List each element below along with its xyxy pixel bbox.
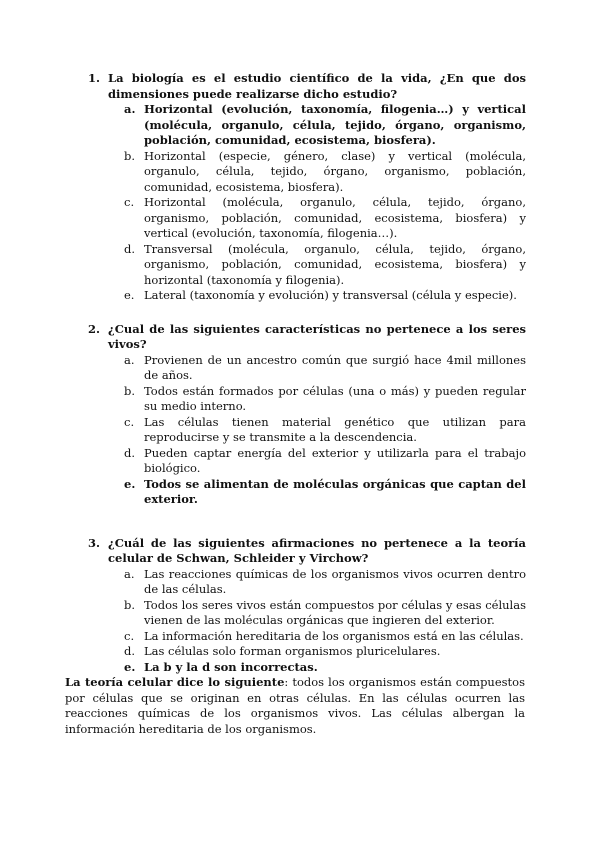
option-letter: e.: [124, 659, 136, 674]
question-number: 2.: [88, 321, 101, 336]
option-1d: [124, 242, 526, 289]
option-3c: [124, 629, 526, 645]
option-text: Horizontal (especie, género, clase) y vertical (molécula, organulo, célula, tejido, órgano, organismo, población, comunidad, ecosistema, biosfera).: [144, 148, 526, 194]
option-letter: d.: [124, 445, 136, 460]
option-text: Horizontal (molécula, organulo, célula, tejido, órgano, organismo, población, comunidad, ecosistema, biosfera) y vertical (evolución, taxonomía, filogenia…).: [144, 195, 526, 240]
option-2d: [124, 446, 526, 477]
option-text: Transversal (molécula, organulo, célula, tejido, órgano, organismo, población, comunidad, ecosistema, biosfera) y horizontal (taxonomía y filogenia).: [144, 241, 526, 287]
option-3e: [124, 660, 526, 676]
option-text: Provienen de un ancestro común que surgió hace 4mil millones de años.: [144, 352, 526, 382]
option-2c: [124, 415, 526, 446]
conclusion-paragraph: [65, 675, 525, 737]
option-letter: b.: [124, 148, 136, 163]
option-2b: [124, 384, 526, 415]
option-2e: [124, 477, 526, 508]
question-number: 1.: [88, 71, 101, 85]
option-letter: a.: [124, 566, 135, 581]
question-2-options: [124, 353, 526, 508]
question-1-options: [124, 102, 526, 304]
option-letter: c.: [124, 628, 135, 643]
option-text: Las células solo forman organismos pluricelulares.: [144, 644, 441, 658]
question-2: [88, 322, 526, 353]
question-text: ¿Cuál de las siguientes afirmaciones no pertenece a la teoría celular de Schwan, Schleider y Virchow?: [108, 535, 526, 565]
option-letter: b.: [124, 597, 136, 612]
option-1c: [124, 195, 526, 242]
option-letter: c.: [124, 414, 135, 429]
option-text: Todos los seres vivos están compuestos por células y esas células vienen de las moléculas orgánicas que ingieren del exterior.: [144, 597, 526, 627]
option-text: Las reacciones químicas de los organismos vivos ocurren dentro de las células.: [144, 566, 526, 596]
option-2a: [124, 353, 526, 384]
option-1a: [124, 102, 526, 149]
option-letter: b.: [124, 383, 136, 398]
option-3d: [124, 644, 526, 660]
question-number: 3.: [88, 535, 101, 550]
option-letter: e.: [124, 476, 136, 491]
option-text: Lateral (taxonomía y evolución) y transversal (célula y especie).: [144, 288, 517, 302]
option-letter: d.: [124, 241, 136, 256]
option-text: La información hereditaria de los organismos está en las células.: [144, 628, 524, 643]
question-3: [88, 536, 526, 567]
option-text: Pueden captar energía del exterior y utilizarla para el trabajo biológico.: [144, 445, 526, 475]
option-text: Las células tienen material genético que utilizan para reproducirse y se transmite a la descendencia.: [144, 414, 526, 444]
option-letter: a.: [124, 352, 135, 367]
option-letter: e.: [124, 288, 135, 302]
option-1e: [124, 288, 526, 304]
option-text: Todos están formados por células (una o más) y pueden regular su medio interno.: [144, 383, 526, 413]
option-text: Horizontal (evolución, taxonomía, filogenia…) y vertical (molécula, organulo, célula, tejido, órgano, organismo, población, comunidad, ecosistema, biosfera).: [144, 102, 526, 147]
option-text: La b y la d son incorrectas.: [144, 659, 318, 674]
option-3b: [124, 598, 526, 629]
option-letter: c.: [124, 195, 135, 209]
question-3-options: [124, 567, 526, 676]
option-3a: [124, 567, 526, 598]
question-1: [88, 71, 526, 102]
option-letter: a.: [124, 102, 136, 116]
document-page: [65, 71, 526, 737]
option-1b: [124, 149, 526, 196]
conclusion-text: : todos los organismos están compuestos por células que se originan en otras células. En las células ocurren las reacciones químicas de los organismos vivos. Las células albergan la información hereditaria de los organismos.: [65, 675, 525, 736]
question-text: La biología es el estudio científico de la vida, ¿En que dos dimensiones puede realizarse dicho estudio?: [108, 71, 526, 101]
conclusion-label: La teoría celular dice lo siguiente: [65, 675, 285, 689]
option-text: Todos se alimentan de moléculas orgánicas que captan del exterior.: [144, 476, 526, 506]
option-letter: d.: [124, 644, 136, 658]
question-text: ¿Cual de las siguientes características no pertenece a los seres vivos?: [108, 321, 526, 351]
